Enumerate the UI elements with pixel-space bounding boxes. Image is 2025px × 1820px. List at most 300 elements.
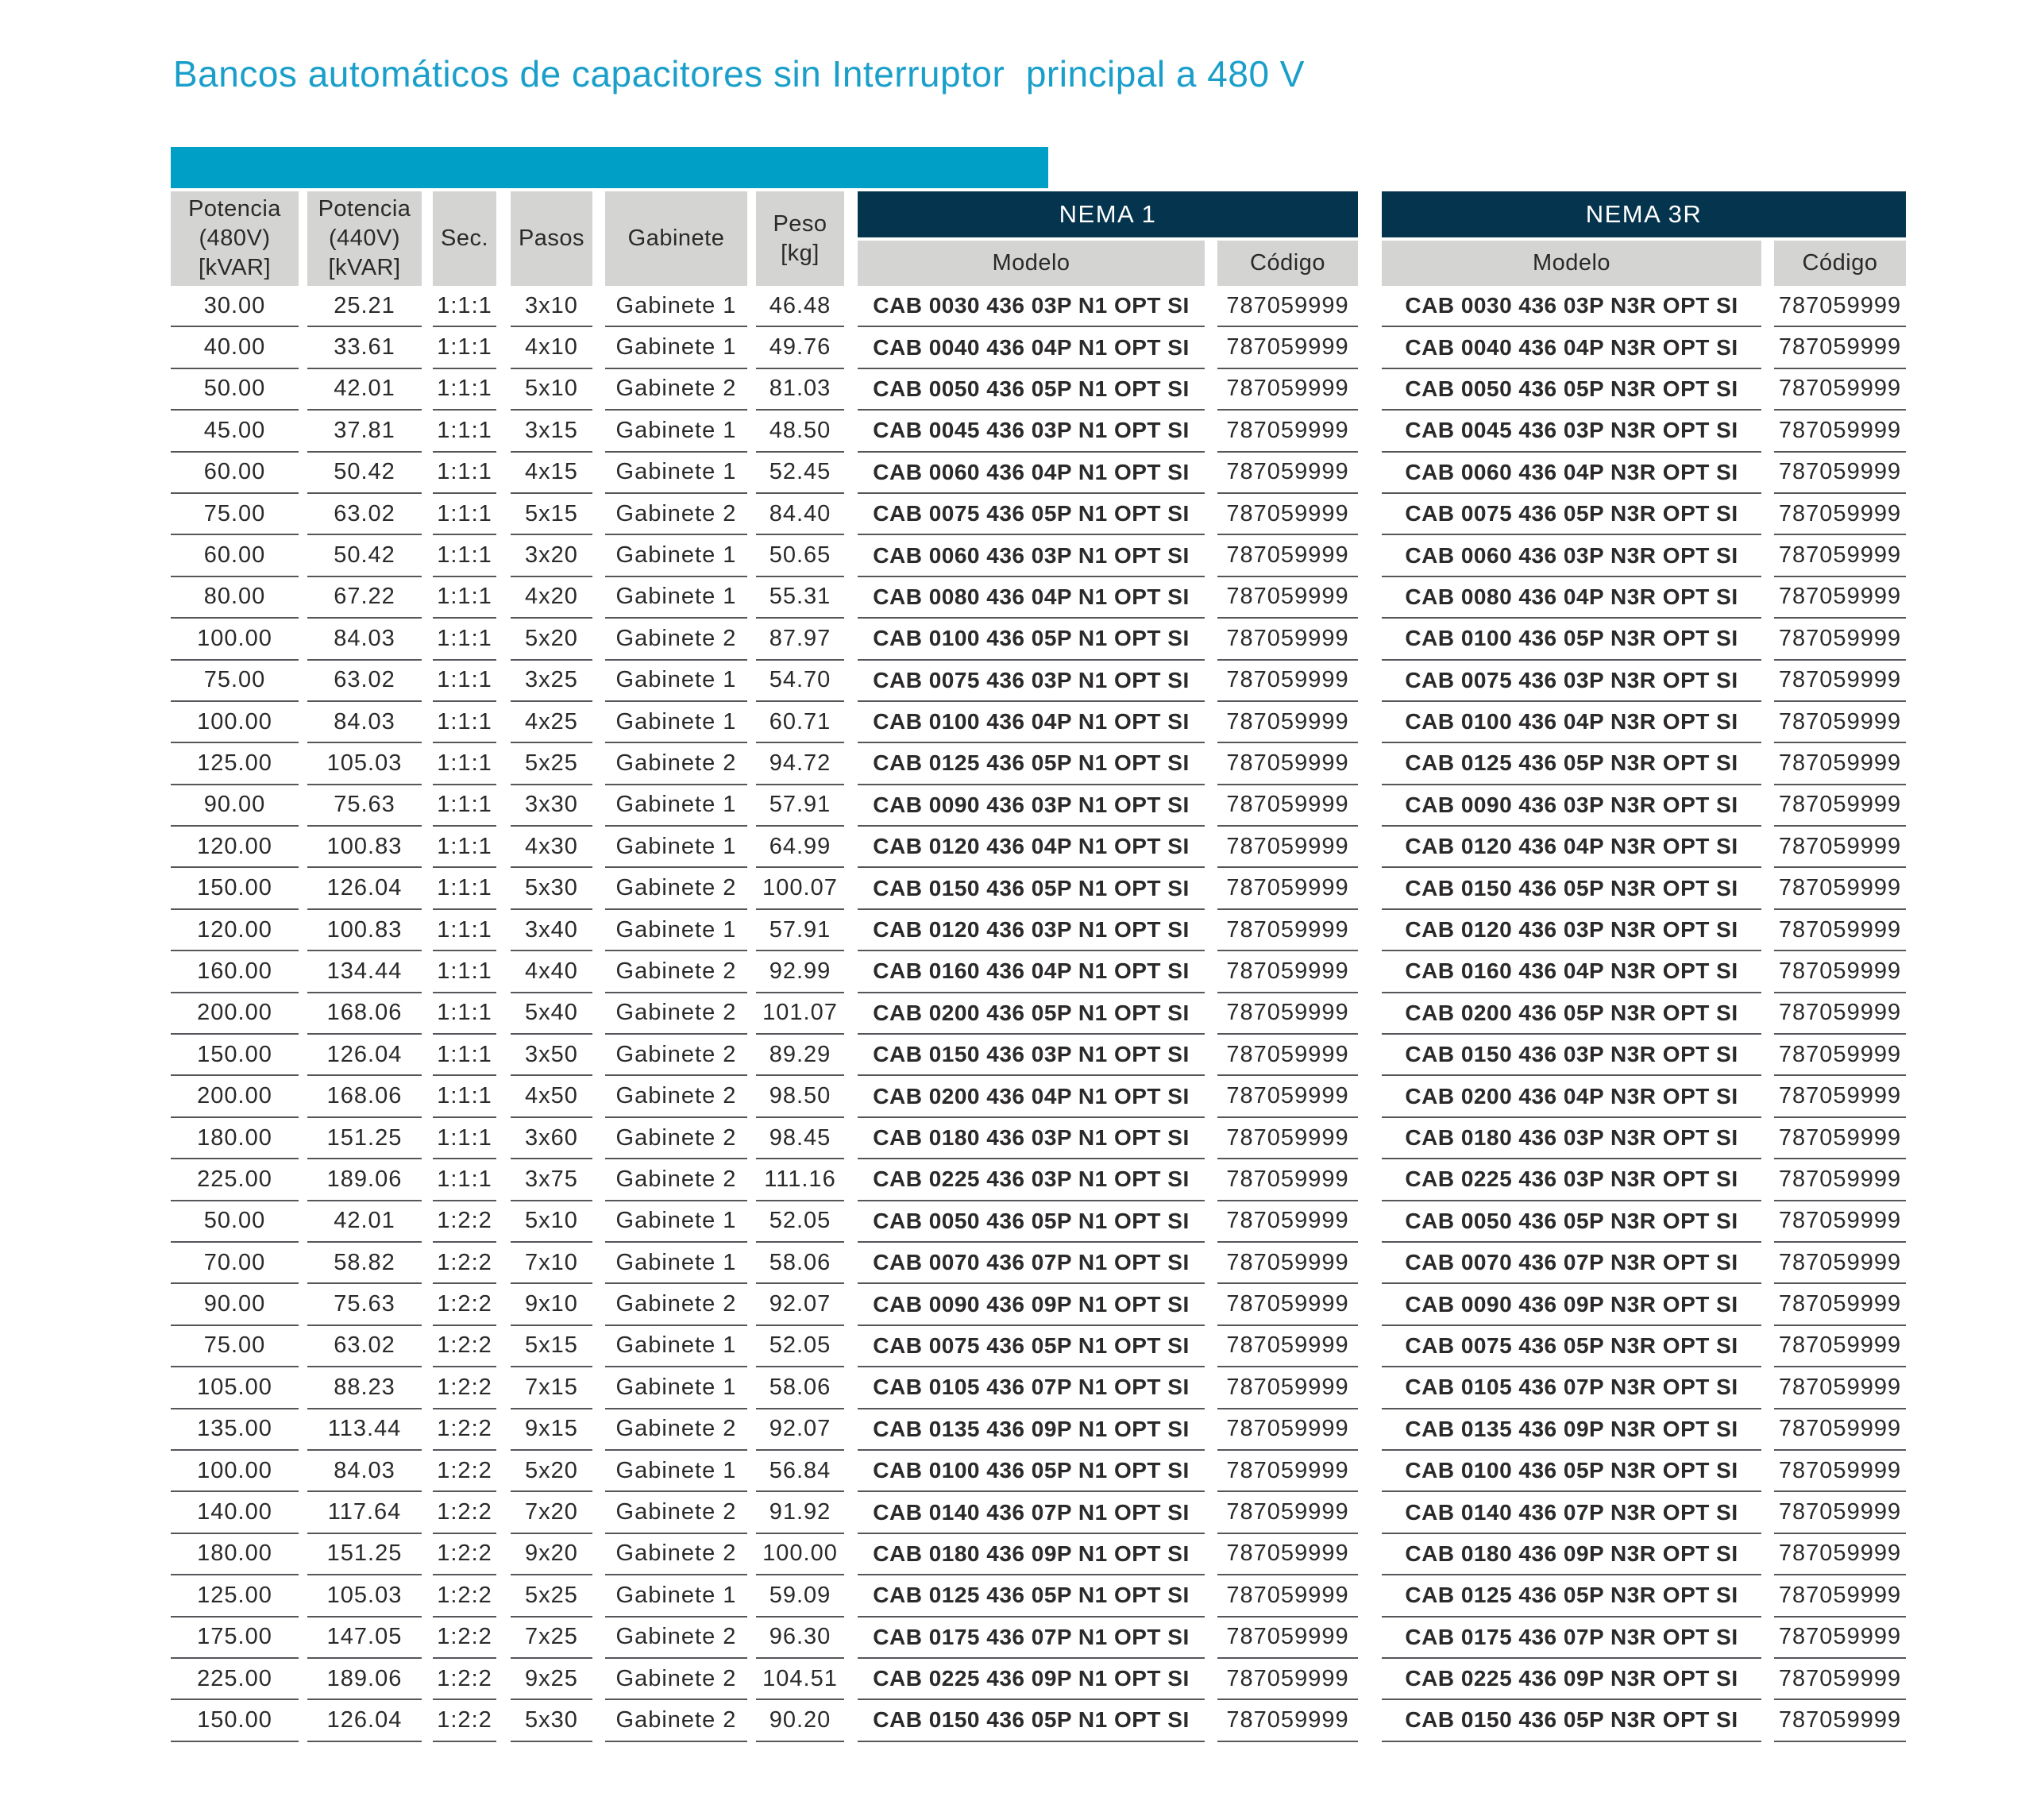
- header-sec: [433, 191, 496, 286]
- cell-pasos: 3x60: [511, 1118, 592, 1159]
- cell-codigo-nema3r: 787059999: [1774, 910, 1906, 951]
- table-row: [171, 868, 1906, 909]
- cell-sec: 1:1:1: [433, 1035, 496, 1076]
- table-row: [171, 1534, 1906, 1575]
- cell-potencia-480: 50.00: [171, 1201, 299, 1243]
- cell-gabinete: Gabinete 2: [605, 1284, 747, 1325]
- cell-peso: 60.71: [756, 702, 844, 743]
- cell-gabinete: Gabinete 2: [605, 1534, 747, 1575]
- cell-peso: 90.20: [756, 1700, 844, 1741]
- nema3r-group-header: [1382, 191, 1906, 286]
- table-row: [171, 535, 1906, 576]
- cell-pasos: 3x25: [511, 661, 592, 702]
- table-row: [171, 827, 1906, 868]
- cell-gabinete: Gabinete 1: [605, 1367, 747, 1409]
- cell-peso: 89.29: [756, 1035, 844, 1076]
- cell-codigo-nema3r: 787059999: [1774, 1076, 1906, 1117]
- cell-peso: 92.07: [756, 1409, 844, 1451]
- cell-codigo-nema3r: 787059999: [1774, 535, 1906, 576]
- table-row: [171, 1575, 1906, 1617]
- cell-potencia-480: 90.00: [171, 1284, 299, 1325]
- cell-pasos: 9x10: [511, 1284, 592, 1325]
- header-line: [kVAR]: [328, 255, 401, 280]
- cell-gabinete: Gabinete 1: [605, 1201, 747, 1243]
- cell-codigo-nema3r: 787059999: [1774, 327, 1906, 368]
- cell-modelo-nema3r: CAB 0050 436 05P N3R OPT SI: [1382, 1201, 1761, 1243]
- cell-codigo-nema1: 787059999: [1217, 1659, 1358, 1700]
- cell-modelo-nema1: CAB 0160 436 04P N1 OPT SI: [858, 951, 1205, 993]
- cell-codigo-nema1: 787059999: [1217, 1284, 1358, 1325]
- accent-bar: [171, 147, 1048, 188]
- cell-sec: 1:2:2: [433, 1451, 496, 1492]
- cell-modelo-nema1: CAB 0080 436 04P N1 OPT SI: [858, 577, 1205, 619]
- cell-pasos: 4x15: [511, 453, 592, 494]
- cell-sec: 1:1:1: [433, 910, 496, 951]
- cell-potencia-440: 84.03: [307, 702, 422, 743]
- cell-codigo-nema1: 787059999: [1217, 868, 1358, 909]
- cell-codigo-nema3r: 787059999: [1774, 577, 1906, 619]
- table-row: [171, 286, 1906, 327]
- cell-codigo-nema3r: 787059999: [1774, 1243, 1906, 1284]
- header-pasos: [511, 191, 592, 286]
- cell-peso: 101.07: [756, 993, 844, 1035]
- cell-codigo-nema1: 787059999: [1217, 910, 1358, 951]
- cell-codigo-nema1: 787059999: [1217, 743, 1358, 785]
- header-line: Gabinete: [627, 226, 725, 251]
- cell-pasos: 3x30: [511, 785, 592, 827]
- cell-gabinete: Gabinete 1: [605, 1326, 747, 1367]
- cell-potencia-440: 75.63: [307, 1284, 422, 1325]
- cell-modelo-nema3r: CAB 0075 436 05P N3R OPT SI: [1382, 1326, 1761, 1367]
- cell-potencia-480: 150.00: [171, 868, 299, 909]
- cell-pasos: 7x15: [511, 1367, 592, 1409]
- header-codigo-nema3r: Código: [1774, 241, 1906, 286]
- header-line: (480V): [199, 226, 271, 251]
- cell-potencia-440: 42.01: [307, 1201, 422, 1243]
- cell-sec: 1:2:2: [433, 1534, 496, 1575]
- cell-sec: 1:2:2: [433, 1409, 496, 1451]
- cell-potencia-440: 50.42: [307, 535, 422, 576]
- cell-codigo-nema1: 787059999: [1217, 619, 1358, 660]
- cell-pasos: 7x10: [511, 1243, 592, 1284]
- header-line: [kg]: [781, 240, 820, 266]
- cell-pasos: 3x20: [511, 535, 592, 576]
- cell-modelo-nema3r: CAB 0200 436 05P N3R OPT SI: [1382, 993, 1761, 1035]
- cell-gabinete: Gabinete 1: [605, 702, 747, 743]
- cell-potencia-480: 120.00: [171, 910, 299, 951]
- cell-sec: 1:1:1: [433, 369, 496, 411]
- cell-potencia-440: 151.25: [307, 1118, 422, 1159]
- cell-potencia-480: 180.00: [171, 1118, 299, 1159]
- table-row: [171, 369, 1906, 411]
- cell-modelo-nema1: CAB 0120 436 04P N1 OPT SI: [858, 827, 1205, 868]
- cell-potencia-480: 60.00: [171, 535, 299, 576]
- cell-sec: 1:1:1: [433, 619, 496, 660]
- cell-codigo-nema3r: 787059999: [1774, 1575, 1906, 1617]
- table-row: [171, 1409, 1906, 1451]
- product-table: [171, 191, 1906, 1742]
- cell-codigo-nema1: 787059999: [1217, 1409, 1358, 1451]
- cell-modelo-nema1: CAB 0140 436 07P N1 OPT SI: [858, 1492, 1205, 1533]
- cell-codigo-nema1: 787059999: [1217, 702, 1358, 743]
- nema1-header: NEMA 1: [858, 191, 1358, 237]
- cell-gabinete: Gabinete 1: [605, 535, 747, 576]
- cell-codigo-nema1: 787059999: [1217, 827, 1358, 868]
- cell-pasos: 4x40: [511, 951, 592, 993]
- cell-modelo-nema3r: CAB 0060 436 03P N3R OPT SI: [1382, 535, 1761, 576]
- cell-potencia-440: 33.61: [307, 327, 422, 368]
- cell-potencia-480: 125.00: [171, 1575, 299, 1617]
- cell-peso: 46.48: [756, 286, 844, 327]
- cell-modelo-nema1: CAB 0070 436 07P N1 OPT SI: [858, 1243, 1205, 1284]
- cell-modelo-nema3r: CAB 0100 436 05P N3R OPT SI: [1382, 1451, 1761, 1492]
- cell-potencia-440: 168.06: [307, 1076, 422, 1117]
- cell-potencia-480: 100.00: [171, 1451, 299, 1492]
- cell-modelo-nema1: CAB 0060 436 04P N1 OPT SI: [858, 453, 1205, 494]
- cell-codigo-nema1: 787059999: [1217, 286, 1358, 327]
- cell-modelo-nema3r: CAB 0100 436 05P N3R OPT SI: [1382, 619, 1761, 660]
- header-line: Pasos: [518, 226, 585, 251]
- cell-peso: 94.72: [756, 743, 844, 785]
- cell-potencia-480: 45.00: [171, 411, 299, 452]
- cell-sec: 1:1:1: [433, 827, 496, 868]
- cell-potencia-440: 63.02: [307, 1326, 422, 1367]
- cell-sec: 1:2:2: [433, 1575, 496, 1617]
- cell-sec: 1:2:2: [433, 1367, 496, 1409]
- cell-gabinete: Gabinete 1: [605, 1451, 747, 1492]
- cell-modelo-nema3r: CAB 0225 436 09P N3R OPT SI: [1382, 1659, 1761, 1700]
- cell-codigo-nema1: 787059999: [1217, 1618, 1358, 1659]
- cell-modelo-nema3r: CAB 0200 436 04P N3R OPT SI: [1382, 1076, 1761, 1117]
- cell-modelo-nema3r: CAB 0150 436 03P N3R OPT SI: [1382, 1035, 1761, 1076]
- cell-codigo-nema1: 787059999: [1217, 1492, 1358, 1533]
- cell-pasos: 3x75: [511, 1159, 592, 1201]
- cell-peso: 96.30: [756, 1618, 844, 1659]
- cell-sec: 1:1:1: [433, 702, 496, 743]
- cell-potencia-440: 42.01: [307, 369, 422, 411]
- table-row: [171, 702, 1906, 743]
- cell-codigo-nema1: 787059999: [1217, 1118, 1358, 1159]
- cell-codigo-nema3r: 787059999: [1774, 494, 1906, 535]
- header-modelo-nema3r: Modelo: [1382, 241, 1761, 286]
- cell-peso: 54.70: [756, 661, 844, 702]
- cell-potencia-440: 84.03: [307, 1451, 422, 1492]
- cell-modelo-nema1: CAB 0150 436 05P N1 OPT SI: [858, 868, 1205, 909]
- cell-modelo-nema1: CAB 0125 436 05P N1 OPT SI: [858, 1575, 1205, 1617]
- cell-potencia-480: 125.00: [171, 743, 299, 785]
- cell-potencia-480: 40.00: [171, 327, 299, 368]
- table-row: [171, 1284, 1906, 1325]
- cell-sec: 1:1:1: [433, 951, 496, 993]
- cell-codigo-nema1: 787059999: [1217, 785, 1358, 827]
- cell-sec: 1:2:2: [433, 1243, 496, 1284]
- cell-codigo-nema3r: 787059999: [1774, 411, 1906, 452]
- cell-codigo-nema1: 787059999: [1217, 1201, 1358, 1243]
- cell-sec: 1:1:1: [433, 1118, 496, 1159]
- cell-potencia-440: 25.21: [307, 286, 422, 327]
- table-row: [171, 411, 1906, 452]
- cell-modelo-nema3r: CAB 0125 436 05P N3R OPT SI: [1382, 743, 1761, 785]
- cell-potencia-440: 75.63: [307, 785, 422, 827]
- cell-pasos: 5x20: [511, 1451, 592, 1492]
- header-codigo-nema1: Código: [1217, 241, 1358, 286]
- cell-pasos: 9x15: [511, 1409, 592, 1451]
- cell-pasos: 9x25: [511, 1659, 592, 1700]
- cell-modelo-nema1: CAB 0150 436 05P N1 OPT SI: [858, 1700, 1205, 1741]
- cell-modelo-nema3r: CAB 0090 436 09P N3R OPT SI: [1382, 1284, 1761, 1325]
- cell-codigo-nema1: 787059999: [1217, 369, 1358, 411]
- cell-codigo-nema1: 787059999: [1217, 1076, 1358, 1117]
- cell-potencia-480: 100.00: [171, 619, 299, 660]
- cell-sec: 1:1:1: [433, 1159, 496, 1201]
- cell-codigo-nema3r: 787059999: [1774, 1159, 1906, 1201]
- table-row: [171, 1492, 1906, 1533]
- cell-pasos: 4x30: [511, 827, 592, 868]
- cell-sec: 1:2:2: [433, 1700, 496, 1741]
- nema1-subheader: [858, 241, 1358, 286]
- cell-gabinete: Gabinete 2: [605, 951, 747, 993]
- data-rows: [171, 286, 1906, 1742]
- cell-gabinete: Gabinete 2: [605, 868, 747, 909]
- cell-gabinete: Gabinete 1: [605, 661, 747, 702]
- cell-gabinete: Gabinete 1: [605, 286, 747, 327]
- cell-modelo-nema3r: CAB 0160 436 04P N3R OPT SI: [1382, 951, 1761, 993]
- cell-peso: 52.45: [756, 453, 844, 494]
- cell-potencia-480: 120.00: [171, 827, 299, 868]
- cell-codigo-nema3r: 787059999: [1774, 661, 1906, 702]
- cell-potencia-440: 63.02: [307, 661, 422, 702]
- table-row: [171, 1326, 1906, 1367]
- cell-modelo-nema1: CAB 0030 436 03P N1 OPT SI: [858, 286, 1205, 327]
- cell-gabinete: Gabinete 1: [605, 1575, 747, 1617]
- cell-sec: 1:1:1: [433, 453, 496, 494]
- cell-codigo-nema1: 787059999: [1217, 661, 1358, 702]
- cell-potencia-440: 126.04: [307, 868, 422, 909]
- cell-modelo-nema3r: CAB 0075 436 05P N3R OPT SI: [1382, 494, 1761, 535]
- cell-pasos: 7x25: [511, 1618, 592, 1659]
- header-peso: [756, 191, 844, 286]
- header-line: Sec.: [440, 226, 489, 251]
- cell-peso: 98.50: [756, 1076, 844, 1117]
- cell-pasos: 5x15: [511, 494, 592, 535]
- cell-codigo-nema1: 787059999: [1217, 993, 1358, 1035]
- cell-sec: 1:2:2: [433, 1284, 496, 1325]
- cell-codigo-nema1: 787059999: [1217, 327, 1358, 368]
- cell-potencia-480: 75.00: [171, 1326, 299, 1367]
- cell-gabinete: Gabinete 1: [605, 910, 747, 951]
- cell-potencia-480: 225.00: [171, 1659, 299, 1700]
- cell-peso: 55.31: [756, 577, 844, 619]
- cell-modelo-nema1: CAB 0125 436 05P N1 OPT SI: [858, 743, 1205, 785]
- nema3r-header: NEMA 3R: [1382, 191, 1906, 237]
- cell-gabinete: Gabinete 1: [605, 411, 747, 452]
- cell-codigo-nema1: 787059999: [1217, 535, 1358, 576]
- cell-modelo-nema3r: CAB 0135 436 09P N3R OPT SI: [1382, 1409, 1761, 1451]
- cell-sec: 1:1:1: [433, 535, 496, 576]
- cell-codigo-nema3r: 787059999: [1774, 369, 1906, 411]
- cell-potencia-480: 160.00: [171, 951, 299, 993]
- cell-sec: 1:1:1: [433, 661, 496, 702]
- cell-potencia-440: 105.03: [307, 1575, 422, 1617]
- cell-peso: 100.07: [756, 868, 844, 909]
- cell-modelo-nema1: CAB 0150 436 03P N1 OPT SI: [858, 1035, 1205, 1076]
- cell-modelo-nema1: CAB 0180 436 09P N1 OPT SI: [858, 1534, 1205, 1575]
- cell-modelo-nema3r: CAB 0045 436 03P N3R OPT SI: [1382, 411, 1761, 452]
- table-row: [171, 1159, 1906, 1201]
- cell-potencia-480: 200.00: [171, 993, 299, 1035]
- cell-modelo-nema3r: CAB 0175 436 07P N3R OPT SI: [1382, 1618, 1761, 1659]
- cell-pasos: 9x20: [511, 1534, 592, 1575]
- cell-modelo-nema3r: CAB 0105 436 07P N3R OPT SI: [1382, 1367, 1761, 1409]
- cell-modelo-nema3r: CAB 0030 436 03P N3R OPT SI: [1382, 286, 1761, 327]
- cell-sec: 1:2:2: [433, 1618, 496, 1659]
- cell-potencia-480: 75.00: [171, 661, 299, 702]
- cell-codigo-nema1: 787059999: [1217, 411, 1358, 452]
- cell-modelo-nema3r: CAB 0140 436 07P N3R OPT SI: [1382, 1492, 1761, 1533]
- cell-pasos: 3x50: [511, 1035, 592, 1076]
- cell-pasos: 3x40: [511, 910, 592, 951]
- cell-modelo-nema1: CAB 0090 436 09P N1 OPT SI: [858, 1284, 1205, 1325]
- cell-codigo-nema3r: 787059999: [1774, 1284, 1906, 1325]
- cell-gabinete: Gabinete 2: [605, 1659, 747, 1700]
- cell-gabinete: Gabinete 1: [605, 785, 747, 827]
- cell-potencia-480: 50.00: [171, 369, 299, 411]
- cell-codigo-nema1: 787059999: [1217, 1367, 1358, 1409]
- header-line: [kVAR]: [198, 255, 272, 280]
- cell-potencia-440: 147.05: [307, 1618, 422, 1659]
- cell-modelo-nema3r: CAB 0075 436 03P N3R OPT SI: [1382, 661, 1761, 702]
- cell-gabinete: Gabinete 1: [605, 577, 747, 619]
- header-gabinete: [605, 191, 747, 286]
- cell-gabinete: Gabinete 1: [605, 453, 747, 494]
- cell-modelo-nema1: CAB 0075 436 05P N1 OPT SI: [858, 494, 1205, 535]
- cell-peso: 98.45: [756, 1118, 844, 1159]
- cell-modelo-nema1: CAB 0075 436 05P N1 OPT SI: [858, 1326, 1205, 1367]
- cell-modelo-nema3r: CAB 0060 436 04P N3R OPT SI: [1382, 453, 1761, 494]
- cell-pasos: 4x50: [511, 1076, 592, 1117]
- cell-gabinete: Gabinete 2: [605, 1409, 747, 1451]
- cell-gabinete: Gabinete 2: [605, 1618, 747, 1659]
- table-row: [171, 1118, 1906, 1159]
- cell-codigo-nema1: 787059999: [1217, 1326, 1358, 1367]
- cell-modelo-nema3r: CAB 0080 436 04P N3R OPT SI: [1382, 577, 1761, 619]
- cell-pasos: 3x10: [511, 286, 592, 327]
- cell-potencia-480: 75.00: [171, 494, 299, 535]
- cell-codigo-nema3r: 787059999: [1774, 1618, 1906, 1659]
- cell-sec: 1:1:1: [433, 868, 496, 909]
- cell-pasos: 5x30: [511, 868, 592, 909]
- cell-potencia-440: 58.82: [307, 1243, 422, 1284]
- cell-codigo-nema3r: 787059999: [1774, 1534, 1906, 1575]
- cell-modelo-nema1: CAB 0200 436 04P N1 OPT SI: [858, 1076, 1205, 1117]
- cell-pasos: 4x25: [511, 702, 592, 743]
- cell-codigo-nema3r: 787059999: [1774, 1118, 1906, 1159]
- cell-modelo-nema3r: CAB 0180 436 03P N3R OPT SI: [1382, 1118, 1761, 1159]
- cell-codigo-nema3r: 787059999: [1774, 1201, 1906, 1243]
- cell-peso: 91.92: [756, 1492, 844, 1533]
- cell-pasos: 5x10: [511, 1201, 592, 1243]
- cell-potencia-480: 140.00: [171, 1492, 299, 1533]
- cell-codigo-nema3r: 787059999: [1774, 993, 1906, 1035]
- cell-modelo-nema1: CAB 0200 436 05P N1 OPT SI: [858, 993, 1205, 1035]
- cell-modelo-nema1: CAB 0105 436 07P N1 OPT SI: [858, 1367, 1205, 1409]
- cell-codigo-nema3r: 787059999: [1774, 1409, 1906, 1451]
- cell-modelo-nema1: CAB 0135 436 09P N1 OPT SI: [858, 1409, 1205, 1451]
- cell-potencia-480: 180.00: [171, 1534, 299, 1575]
- cell-pasos: 5x25: [511, 743, 592, 785]
- cell-peso: 56.84: [756, 1451, 844, 1492]
- cell-sec: 1:1:1: [433, 743, 496, 785]
- cell-modelo-nema1: CAB 0045 436 03P N1 OPT SI: [858, 411, 1205, 452]
- cell-modelo-nema3r: CAB 0050 436 05P N3R OPT SI: [1382, 369, 1761, 411]
- cell-modelo-nema1: CAB 0075 436 03P N1 OPT SI: [858, 661, 1205, 702]
- cell-potencia-440: 37.81: [307, 411, 422, 452]
- cell-codigo-nema1: 787059999: [1217, 1035, 1358, 1076]
- table-row: [171, 661, 1906, 702]
- cell-potencia-440: 100.83: [307, 827, 422, 868]
- header-potencia-440v: [307, 191, 422, 286]
- table-row: [171, 577, 1906, 619]
- cell-modelo-nema1: CAB 0175 436 07P N1 OPT SI: [858, 1618, 1205, 1659]
- cell-pasos: 4x20: [511, 577, 592, 619]
- cell-codigo-nema1: 787059999: [1217, 1159, 1358, 1201]
- cell-peso: 87.97: [756, 619, 844, 660]
- cell-potencia-480: 30.00: [171, 286, 299, 327]
- cell-modelo-nema1: CAB 0225 436 09P N1 OPT SI: [858, 1659, 1205, 1700]
- cell-codigo-nema1: 787059999: [1217, 1700, 1358, 1741]
- cell-pasos: 5x10: [511, 369, 592, 411]
- cell-potencia-480: 60.00: [171, 453, 299, 494]
- cell-potencia-440: 67.22: [307, 577, 422, 619]
- cell-pasos: 4x10: [511, 327, 592, 368]
- cell-potencia-480: 200.00: [171, 1076, 299, 1117]
- cell-gabinete: Gabinete 2: [605, 993, 747, 1035]
- table-row: [171, 1201, 1906, 1243]
- table-row: [171, 1618, 1906, 1659]
- cell-peso: 92.07: [756, 1284, 844, 1325]
- table-row: [171, 494, 1906, 535]
- cell-gabinete: Gabinete 1: [605, 327, 747, 368]
- cell-modelo-nema3r: CAB 0100 436 04P N3R OPT SI: [1382, 702, 1761, 743]
- cell-codigo-nema3r: 787059999: [1774, 702, 1906, 743]
- cell-modelo-nema1: CAB 0120 436 03P N1 OPT SI: [858, 910, 1205, 951]
- cell-modelo-nema3r: CAB 0040 436 04P N3R OPT SI: [1382, 327, 1761, 368]
- cell-modelo-nema1: CAB 0100 436 04P N1 OPT SI: [858, 702, 1205, 743]
- cell-potencia-480: 225.00: [171, 1159, 299, 1201]
- header-potencia-480v: [171, 191, 299, 286]
- table-row: [171, 1035, 1906, 1076]
- table-row: [171, 1700, 1906, 1741]
- cell-sec: 1:1:1: [433, 577, 496, 619]
- table-row: [171, 1451, 1906, 1492]
- cell-gabinete: Gabinete 2: [605, 1700, 747, 1741]
- cell-sec: 1:1:1: [433, 494, 496, 535]
- cell-peso: 59.09: [756, 1575, 844, 1617]
- cell-codigo-nema1: 787059999: [1217, 1451, 1358, 1492]
- table-row: [171, 743, 1906, 785]
- cell-modelo-nema3r: CAB 0150 436 05P N3R OPT SI: [1382, 1700, 1761, 1741]
- cell-potencia-480: 70.00: [171, 1243, 299, 1284]
- cell-gabinete: Gabinete 1: [605, 827, 747, 868]
- cell-modelo-nema1: CAB 0100 436 05P N1 OPT SI: [858, 1451, 1205, 1492]
- nema3r-subheader: [1382, 241, 1906, 286]
- table-header: [171, 191, 1906, 286]
- cell-sec: 1:1:1: [433, 785, 496, 827]
- table-row: [171, 993, 1906, 1035]
- cell-potencia-480: 80.00: [171, 577, 299, 619]
- cell-potencia-440: 189.06: [307, 1659, 422, 1700]
- cell-modelo-nema1: CAB 0050 436 05P N1 OPT SI: [858, 369, 1205, 411]
